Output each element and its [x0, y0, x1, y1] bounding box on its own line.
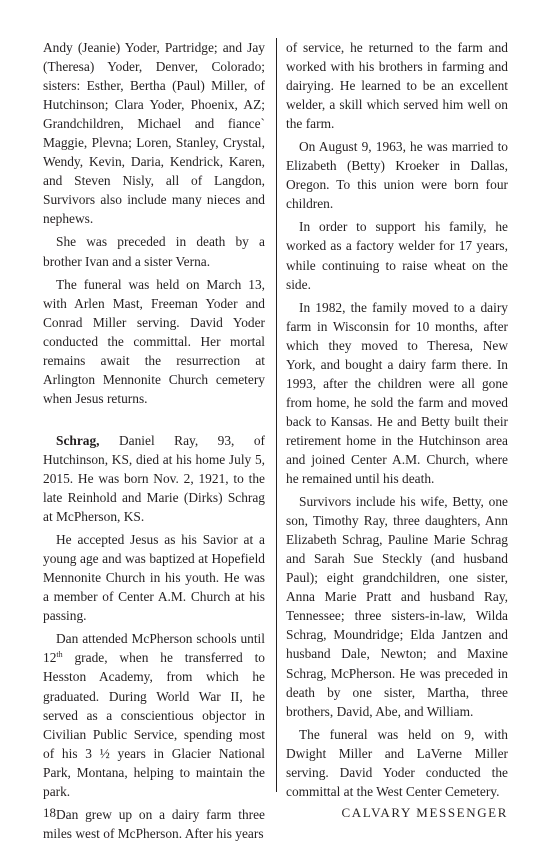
obituary-paragraph: In order to support his family, he worked as a factory welder for 17 years, while continuing to raise wheat on the side. — [286, 219, 508, 292]
obituary-paragraph: The funeral was held on 9, with Dwight Miller and LaVerne Miller serving. David Yoder conducted the committal at the West Center Cemetery. — [286, 726, 508, 799]
deceased-name: Schrag, — [56, 432, 100, 448]
obituary-paragraph: Dan grew up on a dairy farm three miles west of McPherson. After his years — [43, 806, 265, 841]
obituary-paragraph: of service, he returned to the farm and worked with his brothers in farming and dairying. He learned to be an excellent welder, a skill which served him well on the farm. — [286, 40, 508, 132]
obituary-paragraph — [43, 629, 265, 800]
obituary-paragraph: He accepted Jesus as his Savior at a young age and was baptized at Hopefield Mennonite Church in his youth. He was a member of Center A.M. Church at his passing. — [43, 532, 265, 624]
obituary-paragraph: Andy (Jeanie) Yoder, Partridge; and Jay (Theresa) Yoder, Denver, Colorado; sisters: Esther, Bertha (Paul) Miller, of Hutchinson; Clara Yoder, Phoenix, AZ; Grandchildren, Michael and fiance` Maggie, Plevna; Loren, Stanley, Crystal, Wendy, Kevin, Daria, Kendrick, Karen, and Steven Nisly, all of Langdon, Survivors also include many nieces and nephews. — [43, 40, 265, 227]
obituary-paragraph: Survivors include his wife, Betty, one son, Timothy Ray, three daughters, Ann Elizabeth Schrag, Pauline Marie Schrag and Sarah Sue Steckly (and husband Paul); eight grandchildren, one sister, Anna Marie Pratt and husband Ray, Tennessee; three sisters-in-law, Wilda Schrag, Moundridge; Elda Jantzen and husband Dale, Newton; and Maxine Schrag, McPherson. He was preceded in death by one sister, Martha, three brothers, David, Abe, and William. — [286, 494, 508, 719]
left-column — [43, 38, 265, 843]
obituary-text: grade, when he transferred to Hesston Academy, from which he graduated. During World War II, he served as a conscientious objector in Civilian Public Service, spending most of his 3 ½ years in Glacier National Park, Montana, helping to maintain the park. — [43, 650, 265, 799]
publication-name: CALVARY MESSENGER — [341, 805, 508, 820]
obituary-paragraph-schrag — [43, 431, 265, 526]
page-footer — [43, 805, 508, 823]
ordinal-suffix: th — [56, 650, 63, 660]
obituary-paragraph: She was preceded in death by a brother Ivan and a sister Verna. — [43, 234, 265, 269]
column-divider — [276, 38, 277, 792]
obituary-paragraph: On August 9, 1963, he was married to Elizabeth (Betty) Kroeker in Dallas, Oregon. To this union were born four children. — [286, 139, 508, 212]
obituary-text: Dan attended McPherson schools until 12 — [43, 631, 265, 666]
obituary-text: Daniel Ray, 93, of Hutchinson, KS, died at his home July 5, 2015. He was born Nov. 2, 1921, to the late Reinhold and Marie (Dirks) Schrag at McPherson, KS. — [43, 432, 265, 525]
right-column — [286, 38, 508, 801]
page-number: 18 — [43, 805, 56, 820]
obituary-paragraph: In 1982, the family moved to a dairy farm in Wisconsin for 10 months, after which they moved to Theresa, New York, and bought a dairy farm there. In 1993, after the children were all gone from home, he sold the farm and moved back to Kansas. He and Betty built their retirement home in the Hutchinson area and joined Center A.M. Church, where he remained until his death. — [286, 299, 508, 487]
obituary-paragraph: The funeral was held on March 13, with Arlen Mast, Freeman Yoder and Conrad Miller serving. David Yoder conducted the committal. Her mortal remains await the resurrection at Arlington Mennonite Church cemetery when Jesus returns. — [43, 276, 265, 406]
